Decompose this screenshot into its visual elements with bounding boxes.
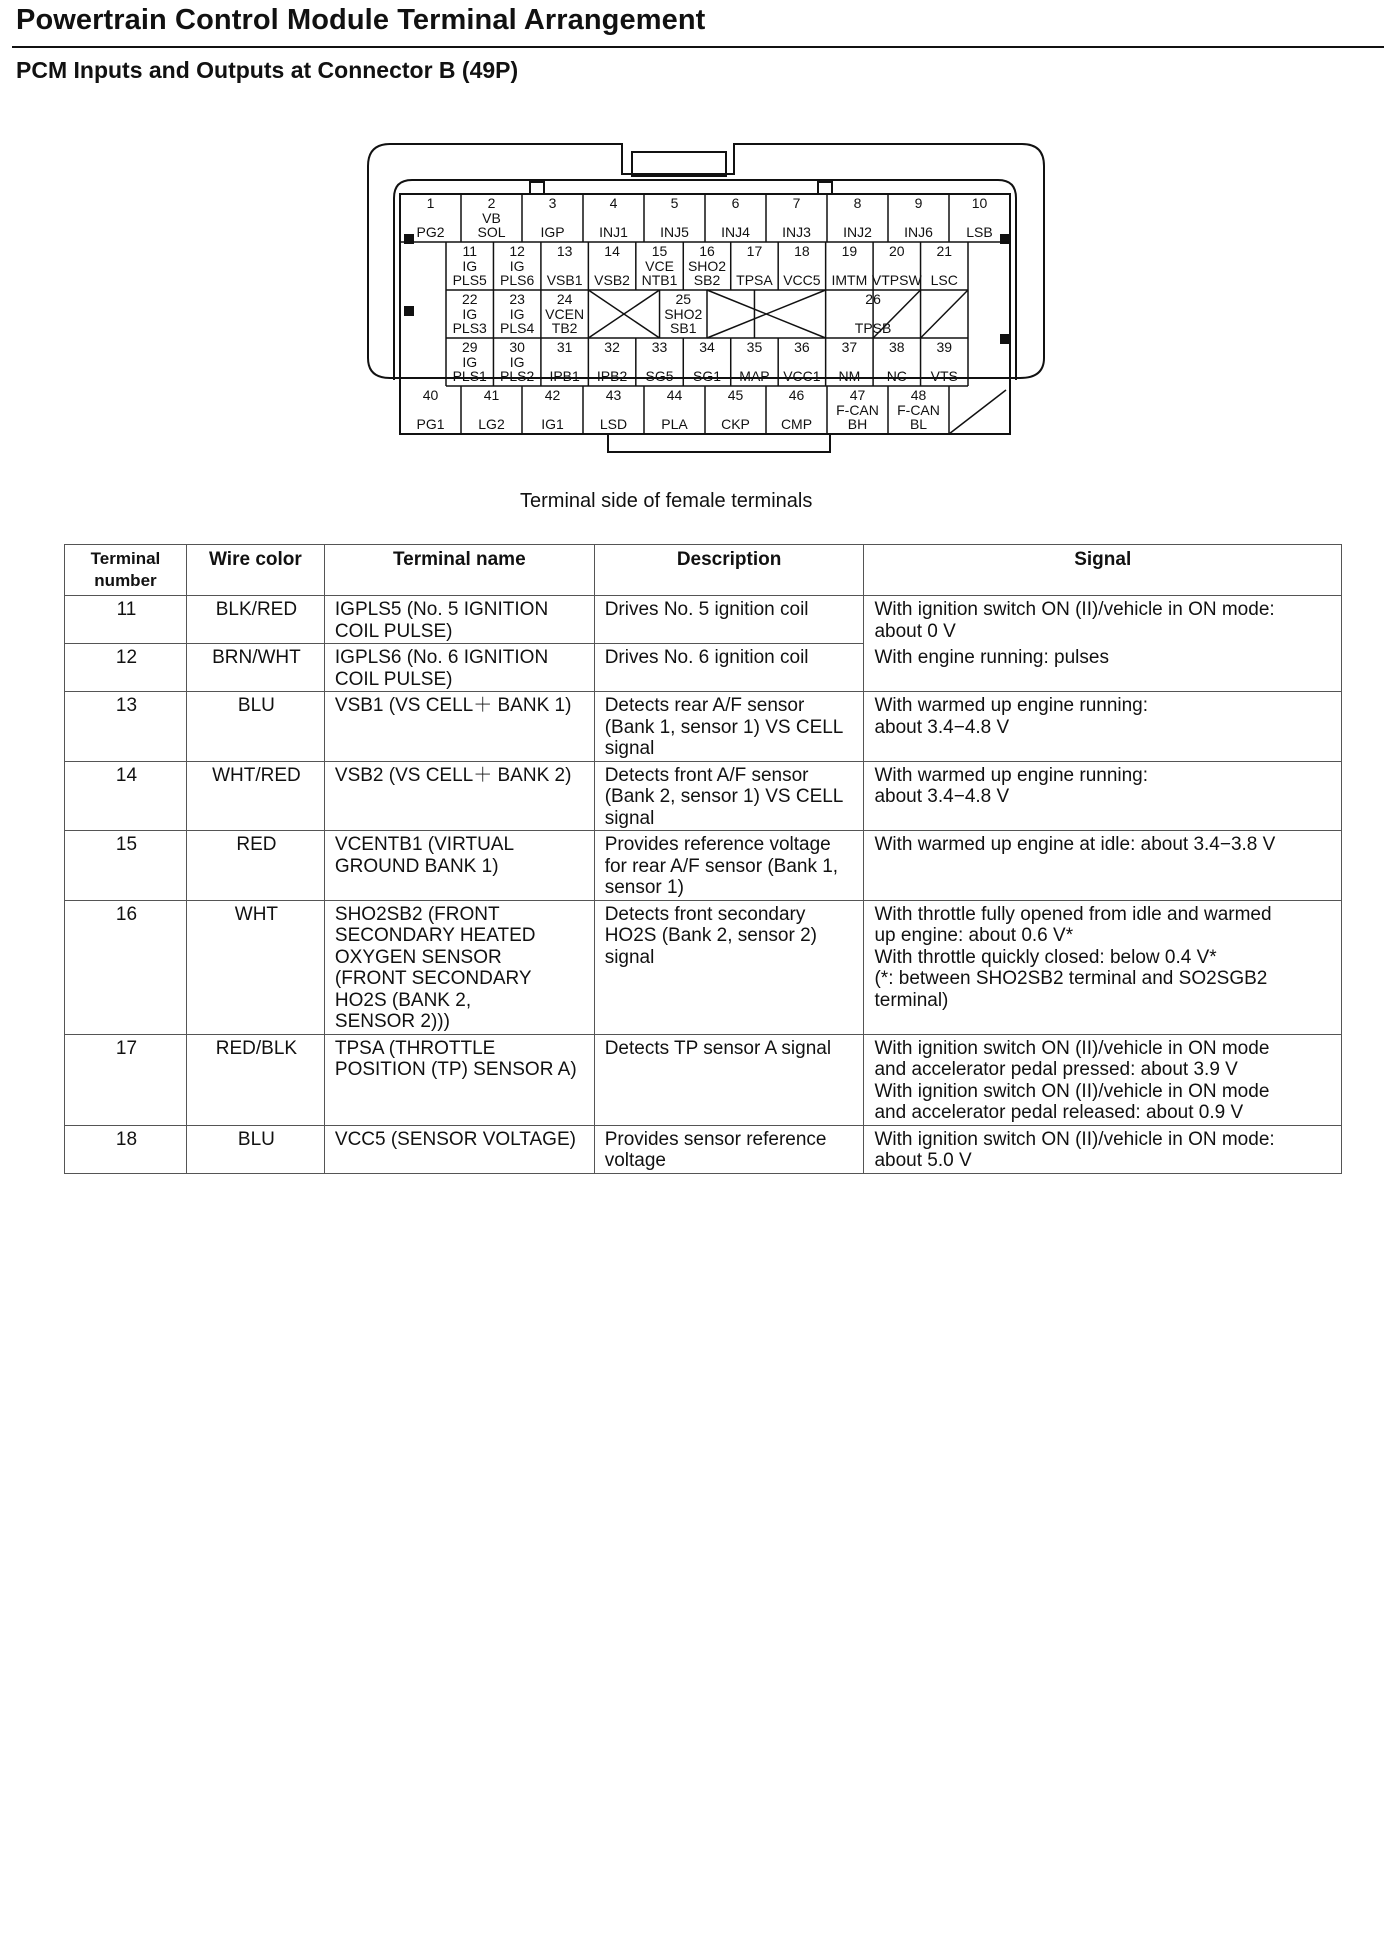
pin-number: 12: [509, 243, 525, 259]
terminal-number-cell: 16: [65, 900, 187, 1034]
pin-label: VSB2: [594, 272, 630, 288]
pin-label: INJ1: [599, 224, 628, 240]
signal-cell: With throttle fully opened from idle and warmed up engine: about 0.6 V* With throttle quickly closed: below 0.4 V* (*: between SHO2SB2 terminal and SO2SGB2 terminal): [864, 900, 1342, 1034]
pin-number: 31: [556, 339, 573, 355]
pin-number: 40: [422, 387, 439, 403]
signal-cell: With warmed up engine running: about 3.4−4.8 V: [864, 761, 1342, 831]
pin-number: 20: [889, 243, 905, 259]
pin-number: 9: [914, 195, 923, 211]
description-cell: Drives No. 6 ignition coil: [594, 644, 864, 692]
pin-label: SB1: [670, 320, 697, 336]
pin-label: IPB1: [549, 368, 580, 384]
table-row: [65, 692, 1342, 762]
pin-label: PLS2: [500, 368, 535, 384]
pin-label: IPB2: [596, 368, 628, 384]
pin-number: 10: [971, 195, 988, 211]
pin-label: CKP: [721, 416, 750, 432]
pin-number: 11: [462, 243, 478, 259]
description-cell: Detects front A/F sensor (Bank 2, sensor 1) VS CELL signal: [594, 761, 864, 831]
wire-color-cell: BLU: [186, 692, 324, 762]
pin-label: VCEN: [545, 306, 585, 322]
table-row: [65, 644, 1342, 692]
wire-color-cell: RED: [186, 831, 324, 901]
signal-cell: With ignition switch ON (II)/vehicle in ON mode: about 0 V: [864, 596, 1342, 644]
terminal-number-cell: 18: [65, 1125, 187, 1173]
table-row: [65, 900, 1342, 1034]
title-rule: [12, 46, 1384, 48]
pin-number: 8: [853, 195, 862, 211]
terminal-number-cell: 11: [65, 596, 187, 644]
pin-label: PG2: [416, 224, 445, 240]
description-cell: Provides sensor reference voltage: [594, 1125, 864, 1173]
pin-label: INJ4: [721, 224, 750, 240]
pin-number: 38: [889, 339, 905, 355]
pin-number: 44: [666, 387, 683, 403]
pin-label: INJ2: [843, 224, 872, 240]
header-terminal-name: Terminal name: [324, 545, 594, 596]
pin-label: NTB1: [641, 272, 678, 288]
pin-label: TB2: [551, 320, 578, 336]
pin-number: 3: [548, 195, 557, 211]
signal-cell: With warmed up engine running: about 3.4−4.8 V: [864, 692, 1342, 762]
pin-number: 29: [461, 339, 478, 355]
header-wire-color: Wire color: [186, 545, 324, 596]
description-cell: Detects TP sensor A signal: [594, 1034, 864, 1125]
pin-number: 5: [670, 195, 679, 211]
header-signal: Signal: [864, 545, 1342, 596]
pin-label: LG2: [478, 416, 505, 432]
pin-label: BL: [909, 416, 928, 432]
pin-number: 39: [936, 339, 953, 355]
signal-cell: With ignition switch ON (II)/vehicle in ON mode and accelerator pedal pressed: about 3.9 V With ignition switch ON (II)/vehicle in ON mode and accelerator pedal released: about 0.9 V: [864, 1034, 1342, 1125]
pin-label: VCC5: [783, 272, 821, 288]
pin-label: SG1: [692, 368, 722, 384]
pin-number: 22: [461, 291, 478, 307]
terminal-number-cell: 13: [65, 692, 187, 762]
pin-label: IG: [509, 258, 525, 274]
header-terminal-number: Terminal number: [65, 545, 187, 596]
pin-number: 36: [794, 339, 810, 355]
table-row: [65, 831, 1342, 901]
pin-label: IG: [509, 354, 525, 370]
table-header-row: [65, 545, 1342, 596]
pin-number: 26: [865, 291, 881, 307]
pin-label: VSB1: [546, 272, 583, 288]
pin-label: NC: [886, 368, 907, 384]
pin-number: 14: [604, 243, 620, 259]
pin-label: LSD: [599, 416, 628, 432]
pin-label: VCE: [645, 258, 674, 274]
wire-color-cell: WHT/RED: [186, 761, 324, 831]
pin-number: 42: [544, 387, 561, 403]
pin-number: 37: [841, 339, 858, 355]
pin-label: SHO2: [664, 306, 703, 322]
pin-label: VTS: [930, 368, 958, 384]
pin-label: SG5: [645, 368, 674, 384]
pin-number: 19: [841, 243, 858, 259]
pin-label: VB: [482, 210, 501, 226]
pin-label: PLS6: [500, 272, 535, 288]
pin-divider: [949, 390, 1006, 434]
pin-number: 34: [699, 339, 715, 355]
pin-label: MAP: [739, 368, 770, 384]
pin-label: VTPSW: [871, 272, 922, 288]
signal-cell: With warmed up engine at idle: about 3.4−3.8 V: [864, 831, 1342, 901]
table-row: [65, 761, 1342, 831]
pin-number: 21: [936, 243, 953, 259]
header-description: Description: [594, 545, 864, 596]
pin-number: 18: [794, 243, 810, 259]
pin-number: 17: [746, 243, 763, 259]
pin-number: 15: [651, 243, 668, 259]
pin-label: PLA: [661, 416, 688, 432]
pin-number: 45: [727, 387, 744, 403]
description-cell: Detects rear A/F sensor (Bank 1, sensor 1) VS CELL signal: [594, 692, 864, 762]
connector-diagram: [360, 138, 1050, 468]
terminal-name-cell: SHO2SB2 (FRONT SECONDARY HEATED OXYGEN SENSOR (FRONT SECONDARY HO2S (BANK 2, SENSOR 2))): [324, 900, 594, 1034]
description-cell: Drives No. 5 ignition coil: [594, 596, 864, 644]
pin-label: INJ5: [660, 224, 689, 240]
pin-number: 1: [426, 195, 435, 211]
pin-number: 46: [788, 387, 805, 403]
pin-label: TPSA: [736, 272, 773, 288]
pin-label: VCC1: [783, 368, 821, 384]
pin-label: F-CAN: [897, 402, 940, 418]
table-row: [65, 1125, 1342, 1173]
pin-number: 2: [487, 195, 496, 211]
description-cell: Provides reference voltage for rear A/F sensor (Bank 1, sensor 1): [594, 831, 864, 901]
page-subtitle: PCM Inputs and Outputs at Connector B (49P): [16, 57, 519, 83]
pin-number: 47: [849, 387, 866, 403]
pin-number: 32: [604, 339, 620, 355]
wire-color-cell: RED/BLK: [186, 1034, 324, 1125]
pin-label: IG: [462, 306, 478, 322]
terminal-name-cell: VCC5 (SENSOR VOLTAGE): [324, 1125, 594, 1173]
wire-color-cell: BLK/RED: [186, 596, 324, 644]
pin-number: 43: [605, 387, 622, 403]
pin-label: IG: [509, 306, 525, 322]
terminal-number-cell: 17: [65, 1034, 187, 1125]
wire-color-cell: WHT: [186, 900, 324, 1034]
terminal-name-cell: VCENTB1 (VIRTUAL GROUND BANK 1): [324, 831, 594, 901]
pin-label: CMP: [780, 416, 813, 432]
pin-number: 24: [556, 291, 573, 307]
pin-label: LSC: [930, 272, 958, 288]
pin-number: 7: [792, 195, 801, 211]
terminal-name-cell: VSB2 (VS CELL＋ BANK 2): [324, 761, 594, 831]
pin-label: INJ6: [904, 224, 933, 240]
pin-label: PG1: [416, 416, 445, 432]
terminal-number-cell: 14: [65, 761, 187, 831]
pin-number: 6: [731, 195, 740, 211]
pin-label: PLS3: [452, 320, 487, 336]
pin-number: 41: [483, 387, 500, 403]
terminal-table: [64, 544, 1342, 1174]
pin-label: IMTM: [831, 272, 868, 288]
pin-number: 23: [509, 291, 525, 307]
description-cell: Detects front secondary HO2S (Bank 2, sensor 2) signal: [594, 900, 864, 1034]
pin-number: 35: [746, 339, 763, 355]
terminal-number-cell: 12: [65, 644, 187, 692]
pin-label: PLS4: [500, 320, 535, 336]
pin-label: PLS1: [452, 368, 487, 384]
wire-color-cell: BRN/WHT: [186, 644, 324, 692]
pin-label: SOL: [477, 224, 506, 240]
pin-divider: [921, 290, 968, 338]
pin-label: IG1: [541, 416, 564, 432]
pin-number: 48: [910, 387, 927, 403]
pin-label: INJ3: [782, 224, 811, 240]
signal-cell: With ignition switch ON (II)/vehicle in ON mode: about 5.0 V: [864, 1125, 1342, 1173]
pin-number: 33: [651, 339, 668, 355]
pin-number: 25: [675, 291, 692, 307]
connector-caption: Terminal side of female terminals: [520, 490, 813, 512]
pin-label: IGP: [540, 224, 565, 240]
terminal-name-cell: VSB1 (VS CELL＋ BANK 1): [324, 692, 594, 762]
wire-color-cell: BLU: [186, 1125, 324, 1173]
pin-label: TPSB: [854, 320, 892, 336]
pin-label: F-CAN: [836, 402, 879, 418]
table-row: [65, 1034, 1342, 1125]
pin-label: IG: [462, 354, 478, 370]
signal-cell: With engine running: pulses: [864, 644, 1342, 692]
pin-label: BH: [847, 416, 868, 432]
terminal-name-cell: TPSA (THROTTLE POSITION (TP) SENSOR A): [324, 1034, 594, 1125]
pin-number: 4: [609, 195, 618, 211]
pin-label: IG: [462, 258, 478, 274]
terminal-name-cell: IGPLS6 (No. 6 IGNITION COIL PULSE): [324, 644, 594, 692]
terminal-number-cell: 15: [65, 831, 187, 901]
pin-number: 13: [556, 243, 573, 259]
terminal-name-cell: IGPLS5 (No. 5 IGNITION COIL PULSE): [324, 596, 594, 644]
pin-label: NM: [838, 368, 861, 384]
pin-number: 30: [509, 339, 525, 355]
page-title: Powertrain Control Module Terminal Arrangement: [16, 4, 706, 36]
pin-number: 16: [699, 243, 715, 259]
table-row: [65, 596, 1342, 644]
pin-label: SHO2: [687, 258, 727, 274]
pin-label: LSB: [966, 224, 993, 240]
pin-label: PLS5: [452, 272, 487, 288]
pin-label: SB2: [693, 272, 721, 288]
